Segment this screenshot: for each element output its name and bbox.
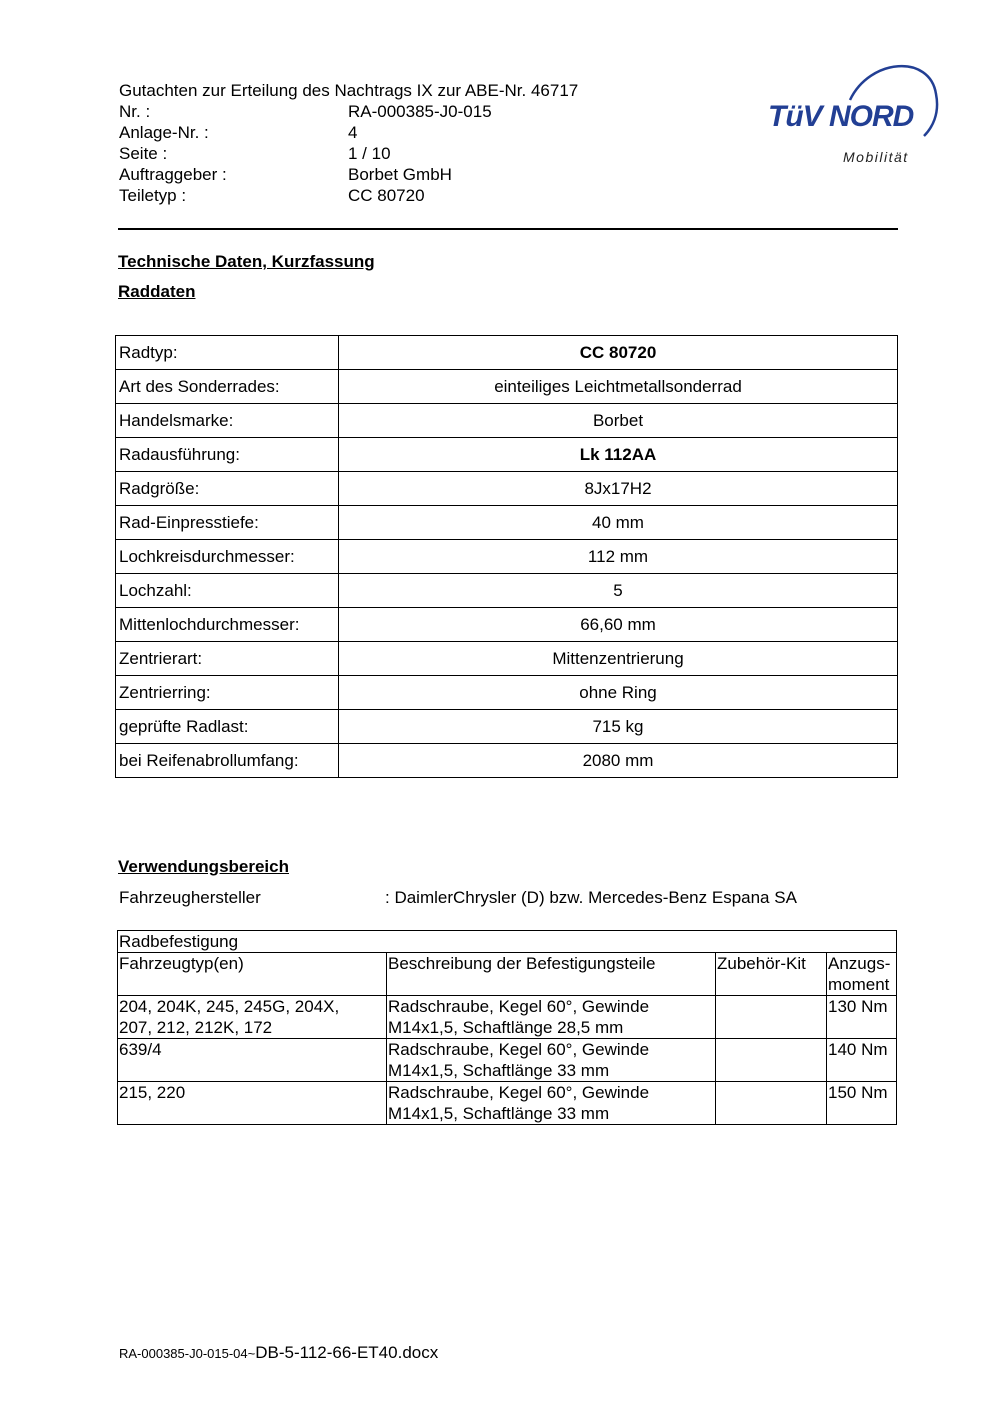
row-value: 2080 mm — [339, 744, 898, 778]
section-verwendung: Verwendungsbereich — [118, 857, 289, 876]
table-row — [116, 540, 898, 574]
header-value: Borbet GmbH — [348, 165, 452, 184]
column-header: Beschreibung der Befestigungsteile — [387, 953, 716, 996]
footer-prefix: RA-000385-J0-015-04~ — [119, 1346, 256, 1361]
page-footer — [119, 1343, 438, 1363]
row-value: einteiliges Leichtmetallsonderrad — [339, 370, 898, 404]
row-value: 715 kg — [339, 710, 898, 744]
table-header-row — [118, 953, 897, 996]
table-row — [116, 370, 898, 404]
table-cell: 150 Nm — [827, 1082, 897, 1125]
logo-brand: TüV NORD — [768, 100, 914, 133]
table-row — [116, 472, 898, 506]
logo-subtitle: Mobilität — [843, 149, 909, 165]
row-label: Lochkreisdurchmesser: — [116, 540, 339, 574]
table-row — [116, 506, 898, 540]
header-label: Teiletyp : — [119, 186, 187, 205]
table-cell: Radschraube, Kegel 60°, Gewinde M14x1,5, Schaftlänge 33 mm — [387, 1082, 716, 1125]
column-header: Anzugs- moment — [827, 953, 897, 996]
row-label: Zentrierring: — [116, 676, 339, 710]
table-cell: 204, 204K, 245, 245G, 204X, 207, 212, 212K, 172 — [118, 996, 387, 1039]
section-raddaten: Raddaten — [118, 282, 196, 301]
header-value: RA-000385-J0-015 — [348, 102, 492, 121]
row-value: 112 mm — [339, 540, 898, 574]
header-row-seite — [119, 143, 679, 164]
table-cell — [716, 1039, 827, 1082]
row-value: CC 80720 — [339, 336, 898, 370]
row-label: Mittenlochdurchmesser: — [116, 608, 339, 642]
row-label: geprüfte Radlast: — [116, 710, 339, 744]
row-label: bei Reifenabrollumfang: — [116, 744, 339, 778]
row-value: 66,60 mm — [339, 608, 898, 642]
tuv-nord-logo — [760, 56, 950, 176]
raddaten-table — [115, 335, 898, 778]
table-row — [116, 608, 898, 642]
table-cell — [716, 1082, 827, 1125]
table-row — [116, 744, 898, 778]
document-title: Gutachten zur Erteilung des Nachtrags IX zur ABE-Nr. 46717 — [119, 81, 579, 100]
table-title-row — [118, 931, 897, 953]
section-technical: Technische Daten, Kurzfassung — [118, 252, 375, 271]
header-row-anlage — [119, 122, 679, 143]
row-label: Lochzahl: — [116, 574, 339, 608]
table-cell — [716, 996, 827, 1039]
header-label: Auftraggeber : — [119, 165, 227, 184]
row-value: 8Jx17H2 — [339, 472, 898, 506]
table-cell: 639/4 — [118, 1039, 387, 1082]
table-row — [116, 438, 898, 472]
column-header: Zubehör-Kit — [716, 953, 827, 996]
row-label: Radausführung: — [116, 438, 339, 472]
row-label: Art des Sonderrades: — [116, 370, 339, 404]
table-row — [118, 1082, 897, 1125]
header-label: Anlage-Nr. : — [119, 123, 209, 142]
header-row-teiletyp — [119, 185, 679, 206]
hersteller-label: Fahrzeughersteller — [119, 888, 261, 907]
row-label: Handelsmarke: — [116, 404, 339, 438]
header-value: 1 / 10 — [348, 144, 391, 163]
row-label: Radgröße: — [116, 472, 339, 506]
table-row — [116, 574, 898, 608]
header-value: CC 80720 — [348, 186, 425, 205]
document-header — [119, 80, 679, 206]
radbefestigung-table — [117, 930, 897, 1125]
header-divider — [118, 228, 898, 230]
row-value: 40 mm — [339, 506, 898, 540]
row-label: Rad-Einpresstiefe: — [116, 506, 339, 540]
table-row — [116, 676, 898, 710]
table-cell: Radschraube, Kegel 60°, Gewinde M14x1,5, Schaftlänge 33 mm — [387, 1039, 716, 1082]
table-cell: 215, 220 — [118, 1082, 387, 1125]
row-value: Borbet — [339, 404, 898, 438]
table-row — [116, 336, 898, 370]
table-row — [116, 642, 898, 676]
header-value: 4 — [348, 123, 358, 142]
row-label: Zentrierart: — [116, 642, 339, 676]
row-value: Mittenzentrierung — [339, 642, 898, 676]
row-value: 5 — [339, 574, 898, 608]
footer-filename: DB-5-112-66-ET40.docx — [255, 1343, 439, 1362]
table-row — [118, 996, 897, 1039]
hersteller-value: : DaimlerChrysler (D) bzw. Mercedes-Benz Espana SA — [385, 888, 797, 907]
table-cell: Radschraube, Kegel 60°, Gewinde M14x1,5, Schaftlänge 28,5 mm — [387, 996, 716, 1039]
row-value: ohne Ring — [339, 676, 898, 710]
table-row — [116, 404, 898, 438]
header-label: Seite : — [119, 144, 168, 163]
row-value: Lk 112AA — [339, 438, 898, 472]
header-row-nr — [119, 101, 679, 122]
table-title: Radbefestigung — [118, 931, 897, 953]
header-label: Nr. : — [119, 102, 151, 121]
row-label: Radtyp: — [116, 336, 339, 370]
column-header: Fahrzeugtyp(en) — [118, 953, 387, 996]
table-row — [116, 710, 898, 744]
table-row — [118, 1039, 897, 1082]
table-cell: 140 Nm — [827, 1039, 897, 1082]
table-cell: 130 Nm — [827, 996, 897, 1039]
header-row-auftraggeber — [119, 164, 679, 185]
